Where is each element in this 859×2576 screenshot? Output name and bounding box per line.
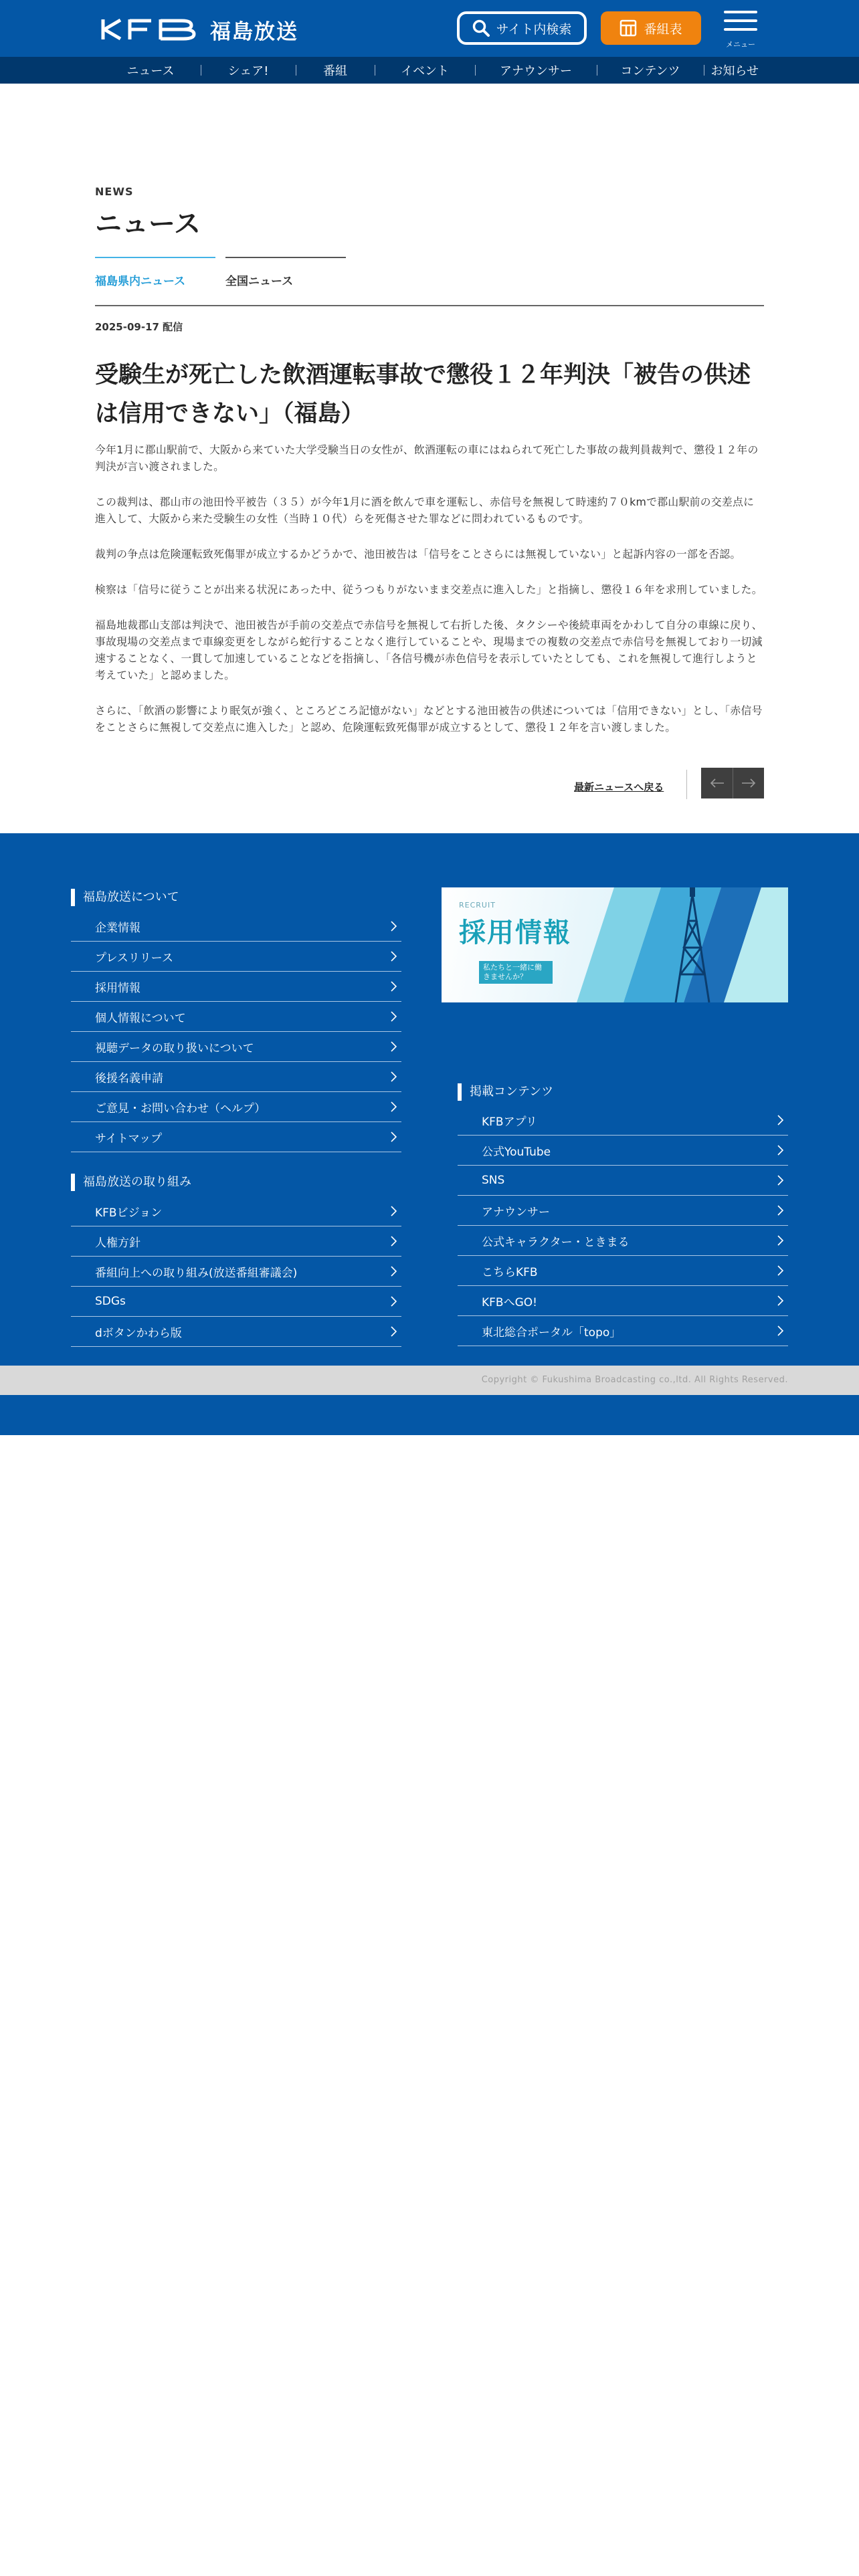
footer-link-label: 視聴データの取り扱いについて xyxy=(95,1041,254,1055)
article-date: 2025-09-17 配信 xyxy=(95,321,183,333)
footer-link-label: 後援名義申請 xyxy=(95,1071,163,1085)
footer-link-label: ご意見・お問い合わせ（ヘルプ） xyxy=(95,1101,266,1115)
footer-link-label: dボタンかわら版 xyxy=(95,1326,182,1340)
footer-link-character[interactable] xyxy=(458,1226,788,1256)
footer-link-label: 公式キャラクター・ときまる xyxy=(482,1235,630,1249)
schedule-table-icon xyxy=(619,19,637,37)
footer-link-label: 個人情報について xyxy=(95,1011,186,1025)
hamburger-bar xyxy=(724,19,757,22)
page-title: ニュース xyxy=(95,209,201,239)
footer-link-press[interactable] xyxy=(71,942,401,972)
nav-item-contents[interactable]: コンテンツ xyxy=(597,57,704,84)
article-paragraph: この裁判は、郡山市の池田怜平被告（３５）が今年1月に酒を飲んで車を運転し、赤信号を無視して時速約７０kmで郡山駅前の交差点に進入して、大阪から来た受験生の女性（当時１０代）らを死傷させた罪などに問われているものです。 xyxy=(95,496,755,525)
article-headline: 受験生が死亡した飲酒運転事故で懲役１２年判決「被告の供述は信用できない」（福島） xyxy=(95,362,751,427)
article-paragraph: さらに、「飲酒の影響により眠気が強く、ところどころ記憶がない」などとする池田被告の供述については「信用できない」とし、「赤信号をことさらに無視して交差点に進入した」と認め、危険運転致死傷罪が成立するとして、懲役１２年を言い渡しました。 xyxy=(95,704,763,734)
divider xyxy=(95,305,764,306)
chevron-right-icon xyxy=(775,1205,785,1216)
chevron-right-icon xyxy=(775,1235,785,1246)
nav-item-news[interactable]: ニュース xyxy=(126,64,175,78)
chevron-right-icon xyxy=(388,1236,399,1247)
footer-link-label: こちらKFB xyxy=(482,1265,538,1279)
chevron-right-icon xyxy=(388,1132,399,1142)
chevron-right-icon xyxy=(388,1101,399,1112)
footer-link-human-rights[interactable] xyxy=(71,1226,401,1257)
footer-link-label: 人権方針 xyxy=(95,1236,140,1250)
footer-link-privacy[interactable] xyxy=(71,1002,401,1032)
search-icon xyxy=(472,19,490,37)
tab-fukushima-news[interactable]: 福島県内ニュース xyxy=(95,257,215,290)
chevron-right-icon xyxy=(775,1295,785,1306)
back-to-latest-news-link[interactable]: 最新ニュースへ戻る xyxy=(574,781,664,793)
menu-label: メニュー xyxy=(726,40,755,49)
banner-subtitle: 私たちと一緒に働きませんか？ xyxy=(479,961,553,984)
footer-link-label: KFBビジョン xyxy=(95,1206,163,1220)
nav-item-programs[interactable]: 番組 xyxy=(296,57,375,84)
footer-link-label: 番組向上への取り組み(放送番組審議会) xyxy=(95,1266,298,1280)
footer-link-label: SNS xyxy=(482,1174,505,1187)
kfb-logo-mark-icon xyxy=(100,18,201,41)
chevron-right-icon xyxy=(775,1265,785,1276)
footer-link-label: サイトマップ xyxy=(95,1132,163,1146)
chevron-right-icon xyxy=(775,1175,785,1186)
footer-link-sns[interactable] xyxy=(458,1166,788,1196)
article-paragraph: 今年1月に郡山駅前で、大阪から来ていた大学受験当日の女性が、飲酒運転の車にはねられて死亡した事故の裁判員裁判で、懲役１２年の判決が言い渡されました。 xyxy=(95,443,759,473)
nav-item-notices[interactable]: お知らせ xyxy=(704,57,759,84)
copyright-bar: Copyright © Fukushima Broadcasting co.,ltd. All Rights Reserved. xyxy=(0,1366,859,1395)
footer-link-label: 公式YouTube xyxy=(482,1145,551,1159)
footer-link-sdgs[interactable] xyxy=(71,1287,401,1317)
divider xyxy=(686,770,687,799)
footer-heading-contents: 掲載コンテンツ xyxy=(458,1083,553,1101)
footer-link-viewing-data[interactable] xyxy=(71,1032,401,1062)
chevron-right-icon xyxy=(388,1041,399,1052)
footer-link-sitemap[interactable] xyxy=(71,1122,401,1152)
next-article-button[interactable] xyxy=(733,768,764,798)
footer-link-label: SDGs xyxy=(95,1295,126,1308)
hamburger-bar xyxy=(724,28,757,31)
hamburger-menu-button[interactable] xyxy=(724,11,757,48)
chevron-right-icon xyxy=(775,1325,785,1336)
footer-link-kfb-app[interactable] xyxy=(458,1105,788,1136)
footer-link-label: 東北総合ポータル「topo」 xyxy=(482,1325,622,1339)
arrow-left-icon xyxy=(710,778,725,788)
footer-link-kochira-kfb[interactable] xyxy=(458,1256,788,1286)
chevron-right-icon xyxy=(388,951,399,962)
broadcast-tower-icon xyxy=(662,887,723,1002)
chevron-right-icon xyxy=(775,1115,785,1125)
chevron-right-icon xyxy=(775,1145,785,1156)
footer-link-d-button[interactable] xyxy=(71,1317,401,1347)
chevron-right-icon xyxy=(388,1326,399,1337)
chevron-right-icon xyxy=(388,1206,399,1216)
section-eyebrow: NEWS xyxy=(95,185,134,198)
footer-link-topo[interactable] xyxy=(458,1316,788,1346)
footer-link-sponsorship[interactable] xyxy=(71,1062,401,1092)
footer-link-label: プレスリリース xyxy=(95,951,173,965)
footer-link-label: 企業情報 xyxy=(95,921,140,935)
chevron-right-icon xyxy=(388,1071,399,1082)
site-header xyxy=(0,0,859,57)
banner-title: 採用情報 xyxy=(459,918,571,948)
footer-initiatives-list xyxy=(71,1196,401,1347)
footer-contents-list xyxy=(458,1105,788,1346)
banner-small-label: RECRUIT xyxy=(459,901,496,909)
footer-link-kfb-vision[interactable] xyxy=(71,1196,401,1226)
logo-text: 福島放送 xyxy=(210,19,298,44)
nav-item-events[interactable]: イベント xyxy=(375,57,475,84)
footer-link-program-council[interactable] xyxy=(71,1257,401,1287)
chevron-right-icon xyxy=(388,1296,399,1307)
article-body xyxy=(95,441,764,754)
footer-link-kfb-go[interactable] xyxy=(458,1286,788,1316)
chevron-right-icon xyxy=(388,1266,399,1277)
arrow-right-icon xyxy=(741,778,756,788)
footer-link-label: KFBへGO! xyxy=(482,1295,537,1309)
nav-item-share[interactable]: シェア! xyxy=(201,57,296,84)
article-pager xyxy=(701,768,764,798)
footer-link-announcers[interactable] xyxy=(458,1196,788,1226)
footer-heading-initiatives: 福島放送の取り組み xyxy=(71,1174,191,1191)
footer-about-list xyxy=(71,911,401,1152)
global-nav xyxy=(0,57,859,84)
kfb-logo[interactable] xyxy=(100,17,312,44)
footer-link-youtube[interactable] xyxy=(458,1136,788,1166)
footer-link-label: アナウンサー xyxy=(482,1205,550,1219)
chevron-right-icon xyxy=(388,1011,399,1022)
tab-national-news[interactable]: 全国ニュース xyxy=(225,257,346,290)
hamburger-menu-icon xyxy=(724,11,757,13)
footer-link-recruit[interactable] xyxy=(71,972,401,1002)
footer-link-label: KFBアプリ xyxy=(482,1115,537,1129)
footer-link-label: 採用情報 xyxy=(95,981,140,995)
program-schedule-label: 番組表 xyxy=(644,21,682,37)
recruit-banner[interactable] xyxy=(442,887,788,1002)
site-search-button[interactable] xyxy=(457,11,587,45)
footer-link-company[interactable] xyxy=(71,911,401,942)
footer-link-contact[interactable] xyxy=(71,1092,401,1122)
footer-heading-about: 福島放送について xyxy=(71,889,179,906)
site-search-label: サイト内検索 xyxy=(496,21,572,37)
chevron-right-icon xyxy=(388,981,399,992)
chevron-right-icon xyxy=(388,921,399,932)
nav-item-announcers[interactable]: アナウンサー xyxy=(475,57,597,84)
article-paragraph: 裁判の争点は危険運転致死傷罪が成立するかどうかで、池田被告は「信号をことさらには無視していない」と起訴内容の一部を否認。 xyxy=(95,548,741,560)
prev-article-button[interactable] xyxy=(701,768,733,798)
program-schedule-button[interactable] xyxy=(601,11,701,45)
article-paragraph: 福島地裁郡山支部は判決で、池田被告が手前の交差点で赤信号を無視して右折した後、タクシーや後続車両をかわして自分の車線に戻り、事故現場の交差点まで車線変更をしながら蛇行することなく進行していることや、現場までの複数の交差点で赤信号を無視しており一切減速することなく、一貫して加速していることなどを指摘し、「各信号機が赤色信号を表示していたとしても、これを無視して進行しようと考えていた」と認めました。 xyxy=(95,619,763,681)
article-paragraph: 検察は「信号に従うことが出来る状況にあった中、従うつもりがないまま交差点に進入した」と指摘し、懲役１６年を求刑していました。 xyxy=(95,583,763,596)
